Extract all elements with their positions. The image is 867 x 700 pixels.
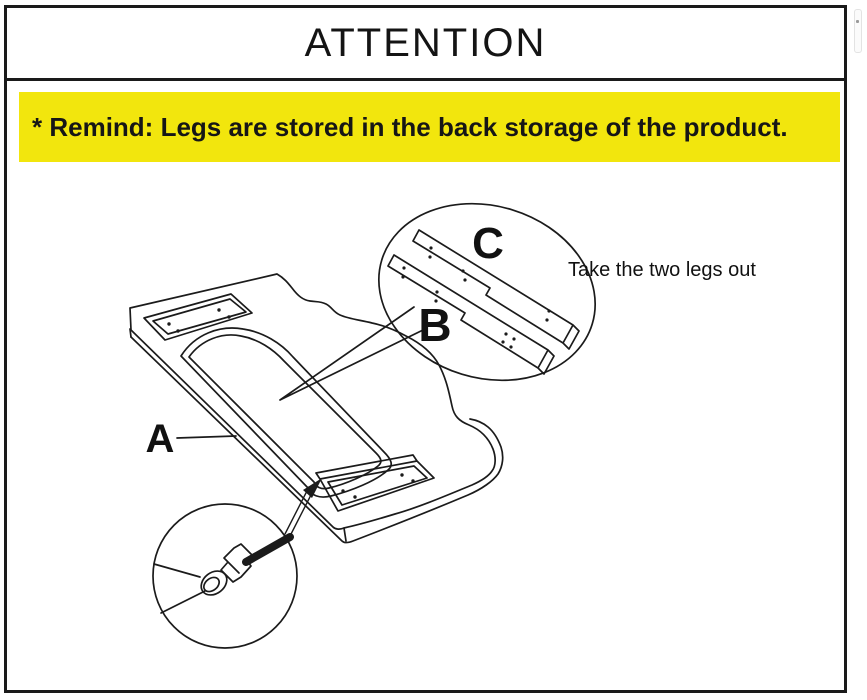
callout-take-legs: Take the two legs out (568, 259, 756, 281)
page-title: ATTENTION (304, 20, 547, 65)
notice-text: * Remind: Legs are stored in the back storage of the product. (32, 111, 788, 142)
bolt-magnifier-circle (153, 504, 297, 648)
label-b: B (418, 299, 452, 351)
label-c: C (472, 219, 504, 268)
storage-pocket-bottom (316, 455, 434, 511)
leader-line-a (177, 436, 236, 438)
label-a: A (145, 417, 175, 461)
